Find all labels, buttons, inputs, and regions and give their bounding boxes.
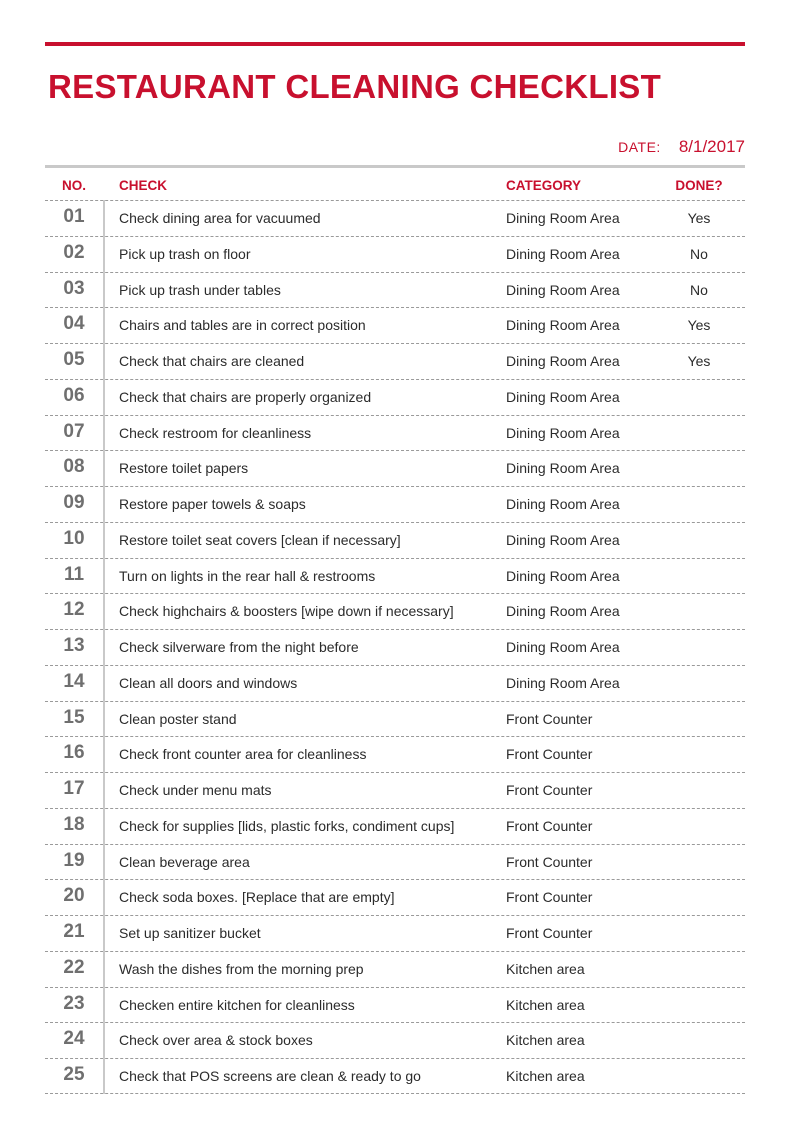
row-check: Check that chairs are properly organized [119, 388, 372, 405]
table-row [45, 808, 745, 844]
row-check: Wash the dishes from the morning prep [119, 960, 364, 977]
row-check: Check soda boxes. [Replace that are empty] [119, 889, 395, 906]
row-done: No [690, 281, 708, 298]
row-category: Front Counter [506, 782, 593, 798]
row-category: Kitchen area [506, 1068, 585, 1084]
row-category: Front Counter [506, 817, 593, 834]
row-number: 07 [63, 420, 85, 442]
row-number: 01 [63, 206, 85, 227]
row-check: Check highchairs & boosters [wipe down if necessary] [119, 603, 454, 620]
row-category: Dining Room Area [506, 639, 620, 655]
row-number: 08 [63, 456, 85, 478]
row-number: 22 [63, 956, 85, 978]
row-check: Pick up trash under tables [119, 281, 281, 298]
table-row [45, 987, 745, 1023]
row-number: 04 [63, 313, 85, 335]
row-category: Dining Room Area [506, 460, 620, 477]
row-number: 09 [63, 492, 85, 513]
row-number: 24 [63, 1028, 85, 1050]
row-check: Clean beverage area [119, 853, 250, 870]
row-check: Checken entire kitchen for cleanliness [119, 996, 355, 1013]
row-number: 06 [63, 384, 85, 406]
row-category: Dining Room Area [506, 210, 620, 226]
table-row [45, 379, 745, 415]
table-row [45, 236, 745, 272]
row-number: 25 [63, 1064, 85, 1085]
row-check: Turn on lights in the rear hall & restrooms [119, 567, 376, 584]
column-header-check: CHECK [119, 178, 168, 193]
row-number: 23 [63, 992, 85, 1014]
table-row [45, 629, 745, 665]
row-category: Kitchen area [506, 960, 585, 977]
row-category: Dining Room Area [506, 388, 620, 405]
table-row [45, 593, 745, 629]
row-number: 17 [63, 778, 85, 799]
row-category: Front Counter [506, 889, 593, 906]
row-category: Dining Room Area [506, 245, 620, 262]
row-check: Check front counter area for cleanliness [119, 746, 367, 763]
table-row [45, 415, 745, 451]
column-header-done: DONE? [675, 178, 723, 193]
row-category: Kitchen area [506, 1032, 585, 1049]
row-check: Set up sanitizer bucket [119, 925, 261, 941]
row-number: 13 [63, 635, 85, 656]
row-number: 10 [63, 527, 85, 549]
table-row [45, 450, 745, 486]
row-check: Check over area & stock boxes [119, 1032, 313, 1049]
table-row [45, 200, 745, 236]
table-row [45, 343, 745, 379]
row-number: 21 [63, 921, 85, 942]
row-check: Restore toilet papers [119, 460, 249, 477]
row-check: Check dining area for vacuumed [119, 210, 321, 226]
row-done: Yes [687, 317, 711, 334]
row-check: Chairs and tables are in correct position [119, 317, 366, 334]
row-check: Restore toilet seat covers [clean if necessary] [119, 531, 401, 548]
table-row [45, 558, 745, 594]
row-number: 14 [63, 670, 85, 692]
row-check: Check that chairs are cleaned [119, 353, 305, 369]
table-row [45, 701, 745, 737]
row-category: Front Counter [506, 710, 593, 727]
row-number: 03 [63, 277, 85, 299]
table-row [45, 1022, 745, 1058]
row-number: 11 [63, 563, 85, 585]
row-category: Dining Room Area [506, 531, 620, 548]
column-divider [103, 200, 105, 1094]
row-done: Yes [687, 353, 711, 369]
row-category: Dining Room Area [506, 424, 620, 441]
table-row [45, 736, 745, 772]
table-row [45, 772, 745, 808]
row-number: 19 [63, 849, 85, 871]
date-field [618, 137, 745, 157]
row-number: 05 [63, 349, 85, 370]
row-check: Check for supplies [lids, plastic forks, condiment cups] [119, 817, 455, 834]
row-category: Dining Room Area [506, 317, 620, 334]
checklist-table [45, 165, 745, 1094]
table-row [45, 307, 745, 343]
row-category: Front Counter [506, 746, 593, 763]
row-number: 20 [63, 885, 85, 907]
table-row [45, 844, 745, 880]
row-number: 02 [63, 241, 85, 263]
row-category: Kitchen area [506, 996, 585, 1013]
date-value: 8/1/2017 [678, 137, 745, 156]
row-category: Dining Room Area [506, 567, 620, 584]
row-number: 16 [63, 742, 85, 764]
table-row [45, 486, 745, 522]
table-body [45, 200, 745, 1094]
row-check: Check restroom for cleanliness [119, 424, 312, 441]
row-check: Check that POS screens are clean & ready to go [119, 1068, 421, 1084]
row-check: Check silverware from the night before [119, 639, 359, 655]
table-header [45, 165, 745, 200]
top-accent-rule [45, 42, 745, 46]
row-done: No [690, 245, 708, 262]
row-check: Check under menu mats [119, 782, 272, 798]
row-check: Restore paper towels & soaps [119, 496, 306, 512]
table-row [45, 522, 745, 558]
row-category: Dining Room Area [506, 281, 620, 298]
row-category: Dining Room Area [506, 353, 620, 369]
page-title: RESTAURANT CLEANING CHECKLIST [48, 68, 662, 105]
row-category: Front Counter [506, 925, 593, 941]
date-label: DATE: [618, 139, 661, 155]
table-row [45, 665, 745, 701]
row-category: Front Counter [506, 853, 593, 870]
row-category: Dining Room Area [506, 603, 620, 620]
table-row [45, 915, 745, 951]
column-header-category: CATEGORY [506, 178, 582, 193]
row-check: Clean all doors and windows [119, 674, 298, 691]
row-check: Clean poster stand [119, 710, 237, 727]
row-check: Pick up trash on floor [119, 245, 251, 262]
table-row [45, 1058, 745, 1094]
row-number: 12 [63, 599, 85, 621]
table-row [45, 272, 745, 308]
row-number: 15 [63, 706, 85, 728]
table-row [45, 879, 745, 915]
row-number: 18 [63, 813, 85, 835]
column-header-no: NO. [61, 178, 86, 193]
row-category: Dining Room Area [506, 496, 620, 512]
table-row [45, 951, 745, 987]
row-category: Dining Room Area [506, 674, 620, 691]
row-done: Yes [687, 210, 711, 226]
